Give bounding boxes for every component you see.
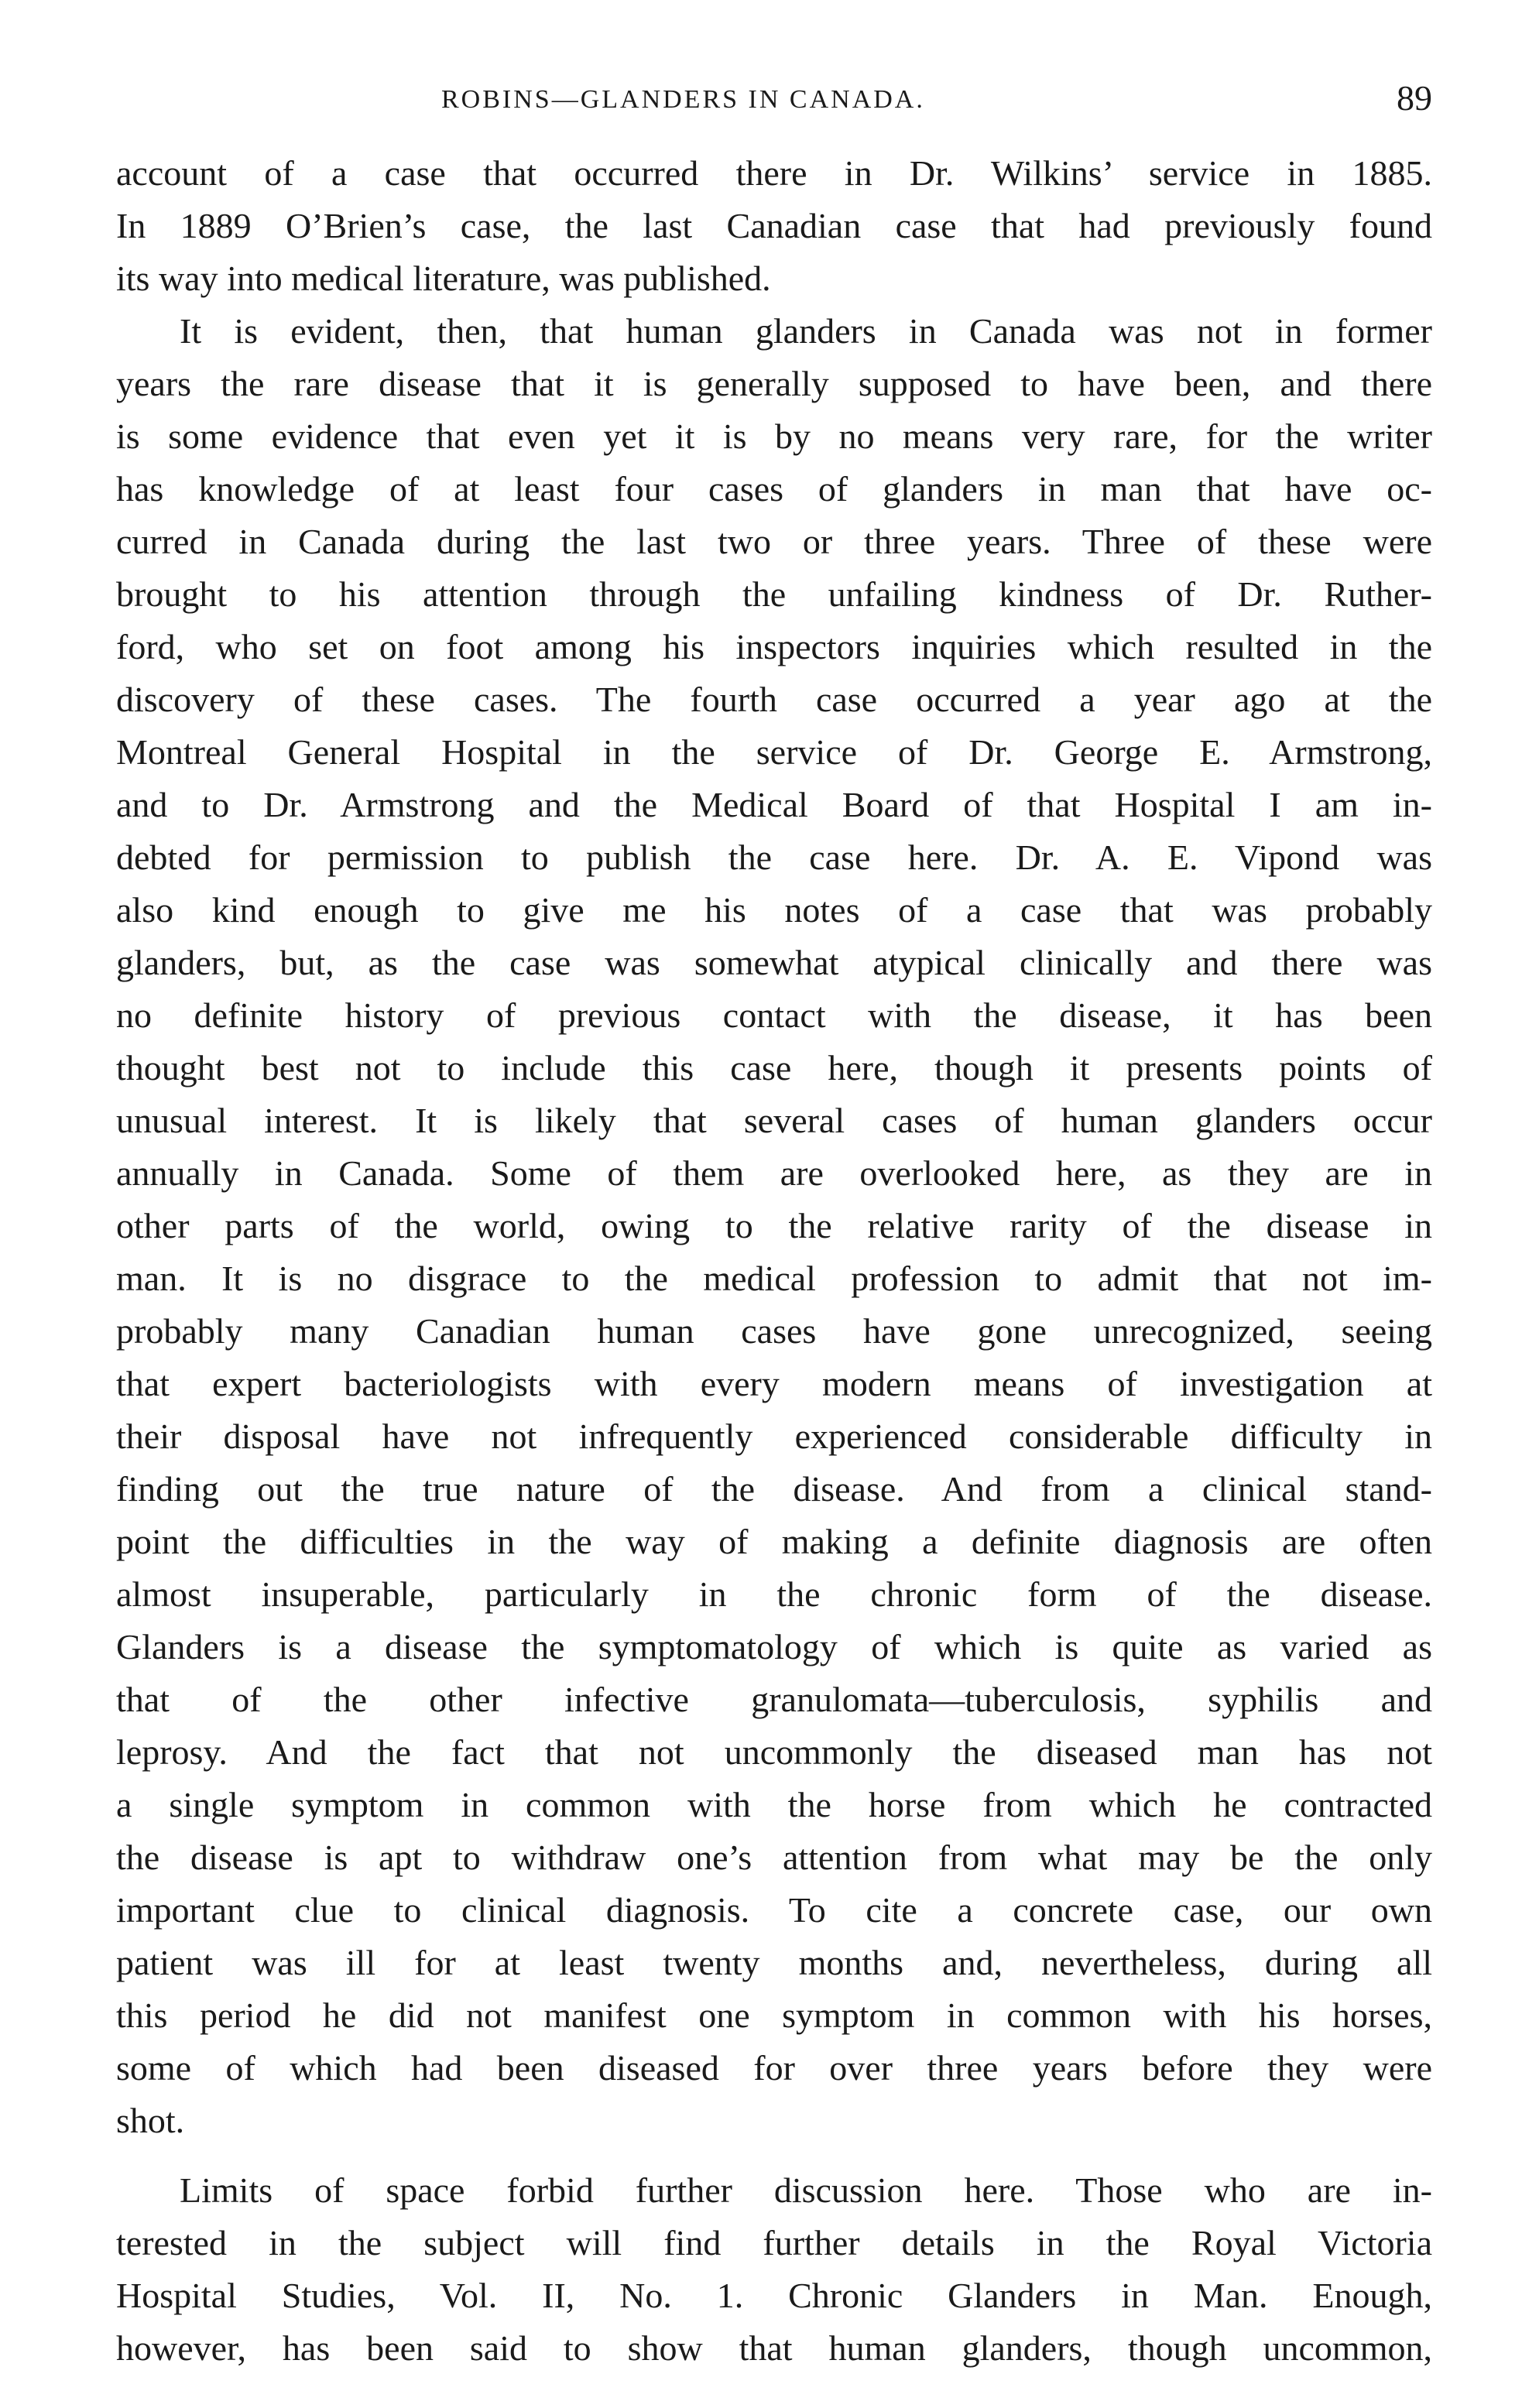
text-line: some of which had been diseased for over three years before they were <box>116 2048 1432 2088</box>
text-line: shot. <box>116 2101 185 2140</box>
text-line: however, has been said to show that human glanders, though uncommon, <box>116 2328 1432 2368</box>
text-line: patient was ill for at least twenty months and, nevertheless, during all <box>116 1943 1432 1982</box>
text-line: their disposal have not infrequently experienced considerable difficulty in <box>116 1416 1432 1456</box>
text-line: Hospital Studies, Vol. II, No. 1. Chronic Glanders in Man. Enough, <box>116 2276 1432 2315</box>
text-line: almost insuperable, particularly in the chronic form of the disease. <box>116 1574 1432 1614</box>
text-line: thought best not to include this case here, though it presents points of <box>116 1048 1432 1088</box>
text-line: a single symptom in common with the horse from which he contracted <box>116 1785 1432 1824</box>
text-line: ford, who set on foot among his inspectors inquiries which resulted in the <box>116 627 1432 666</box>
text-line: this period he did not manifest one symptom in common with his horses, <box>116 1995 1432 2035</box>
text-line: man. It is no disgrace to the medical profession to admit that not im- <box>116 1259 1432 1298</box>
text-line: finding out the true nature of the disease. And from a clinical stand- <box>116 1469 1432 1509</box>
text-line: curred in Canada during the last two or three years. Three of these were <box>116 522 1432 561</box>
text-line: annually in Canada. Some of them are overlooked here, as they are in <box>116 1153 1432 1193</box>
page-number: 89 <box>1397 78 1432 118</box>
text-line: probably many Canadian human cases have gone unrecognized, seeing <box>116 1311 1432 1351</box>
text-line: In 1889 O’Brien’s case, the last Canadian case that had previously found <box>116 206 1432 245</box>
text-line: the disease is apt to withdraw one’s attention from what may be the only <box>116 1838 1432 1877</box>
text-line: Glanders is a disease the symptomatology of which is quite as varied as <box>116 1627 1432 1666</box>
text-line: debted for permission to publish the case here. Dr. A. E. Vipond was <box>116 837 1432 877</box>
running-head: ROBINS—GLANDERS IN CANADA. <box>441 85 925 114</box>
text-line: discovery of these cases. The fourth case occurred a year ago at the <box>116 680 1432 719</box>
text-line: and to Dr. Armstrong and the Medical Board of that Hospital I am in- <box>116 785 1432 824</box>
text-line: years the rare disease that it is generally supposed to have been, and there <box>116 364 1432 403</box>
text-line: important clue to clinical diagnosis. To cite a concrete case, our own <box>116 1890 1432 1930</box>
text-line: glanders, but, as the case was somewhat atypical clinically and there was <box>116 943 1432 982</box>
text-line: has knowledge of at least four cases of glanders in man that have oc- <box>116 469 1432 509</box>
text-line: brought to his attention through the unfailing kindness of Dr. Ruther- <box>116 574 1432 614</box>
body-text <box>116 147 1432 2375</box>
text-line: unusual interest. It is likely that several cases of human glanders occur <box>116 1101 1432 1140</box>
text-line: leprosy. And the fact that not uncommonly the diseased man has not <box>116 1732 1432 1772</box>
text-line: account of a case that occurred there in Dr. Wilkins’ service in 1885. <box>116 153 1432 193</box>
text-line: terested in the subject will find further details in the Royal Victoria <box>116 2223 1432 2262</box>
text-line: no definite history of previous contact with the disease, it has been <box>116 995 1432 1035</box>
text-line: is some evidence that even yet it is by no means very rare, for the writer <box>116 416 1432 456</box>
text-line: its way into medical literature, was published. <box>116 259 771 298</box>
text-line: that of the other infective granulomata—tuberculosis, syphilis and <box>116 1680 1432 1719</box>
text-line: also kind enough to give me his notes of a case that was probably <box>116 890 1432 930</box>
text-line: Montreal General Hospital in the service of Dr. George E. Armstrong, <box>116 732 1432 772</box>
text-line: Limits of space forbid further discussion here. Those who are in- <box>180 2170 1432 2210</box>
text-line: point the difficulties in the way of making a definite diagnosis are often <box>116 1522 1432 1561</box>
text-line: that expert bacteriologists with every modern means of investigation at <box>116 1364 1432 1403</box>
text-line: It is evident, then, that human glanders in Canada was not in former <box>180 311 1432 351</box>
page-header <box>116 77 1432 132</box>
text-line: other parts of the world, owing to the relative rarity of the disease in <box>116 1206 1432 1245</box>
